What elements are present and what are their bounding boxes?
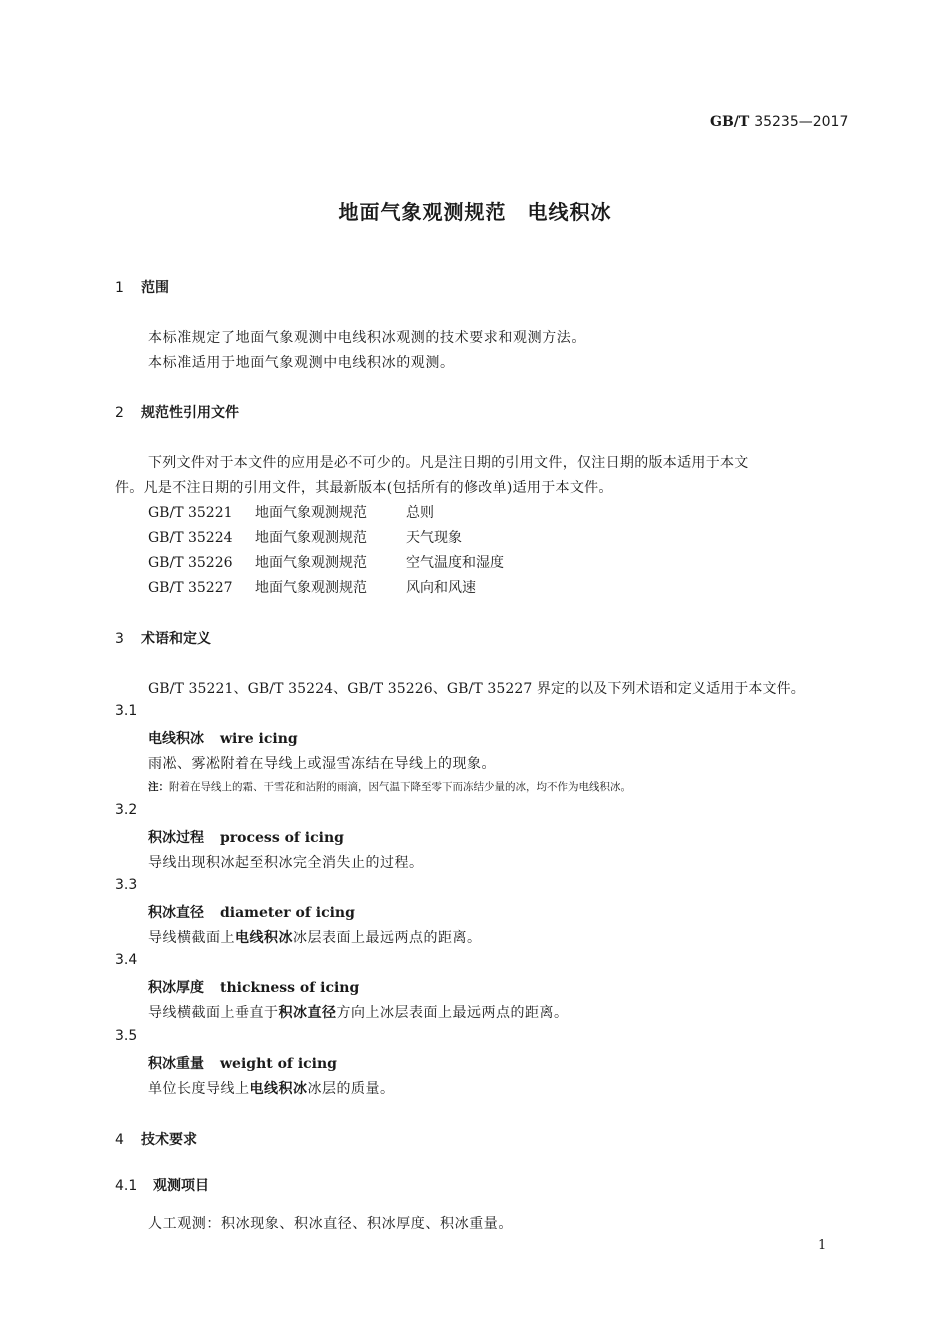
paragraph: GB/T 35221、GB/T 35224、GB/T 35226、GB/T 35227 界定的以及下列术语和定义适用于本文件。 [148,681,805,697]
term-definition [148,1002,569,1022]
def-term-link: 电线积冰 [235,930,293,946]
term-note [148,779,631,794]
def-text: 方向上冰层表面上最远两点的距离。 [336,1005,569,1021]
subsection-title: 观测项目 [153,1178,209,1194]
section-title: 术语和定义 [141,631,211,647]
section-number: 4 [115,1132,124,1148]
standard-code [710,114,848,130]
subsection-4-1-heading [115,1175,209,1195]
subsection-number: 4.1 [115,1178,138,1194]
term-heading [148,977,359,997]
section-3-heading [115,628,211,648]
paragraph: 本标准适用于地面气象观测中电线积冰的观测。 [148,355,455,371]
term-number: 3.5 [115,1028,138,1044]
ref-topic: 总则 [406,505,434,521]
section-number: 2 [115,405,124,421]
ref-code: GB/T 35226 [148,555,233,571]
term-en: process of icing [220,830,344,846]
section-4-heading [115,1129,197,1149]
def-text: 冰层表面上最远两点的距离。 [293,930,482,946]
paragraph: 件。凡是不注日期的引用文件，其最新版本(包括所有的修改单)适用于本文件。 [115,480,613,496]
ref-topic: 天气现象 [406,530,462,546]
term-heading [148,728,298,748]
term-number: 3.1 [115,703,138,719]
term-number: 3.4 [115,952,138,968]
ref-code: GB/T 35224 [148,530,233,546]
def-text: 冰层的质量。 [307,1081,395,1097]
section-title: 范围 [141,280,169,296]
reference-item [148,527,462,547]
standard-prefix: GB/T [710,114,750,130]
reference-item [148,552,504,572]
section-title: 技术要求 [141,1132,197,1148]
term-en: wire icing [220,731,298,747]
ref-series: 地面气象观测规范 [255,555,367,571]
term-zh: 电线积冰 [148,731,204,747]
ref-topic: 空气温度和湿度 [406,555,504,571]
page-number: 1 [818,1238,827,1253]
ref-series: 地面气象观测规范 [255,530,367,546]
term-heading [148,1053,337,1073]
term-zh: 积冰直径 [148,905,204,921]
term-definition: 导线出现积冰起至积冰完全消失止的过程。 [148,855,424,871]
term-en: thickness of icing [220,980,360,996]
paragraph: 人工观测：积冰现象、积冰直径、积冰厚度、积冰重量。 [148,1216,513,1232]
section-1-heading [115,277,169,297]
ref-series: 地面气象观测规范 [255,580,367,596]
ref-series: 地面气象观测规范 [255,505,367,521]
reference-item [148,502,434,522]
ref-topic: 风向和风速 [406,580,476,596]
note-label: 注： [148,781,169,793]
standard-number: 35235—2017 [754,114,849,130]
term-zh: 积冰重量 [148,1056,204,1072]
ref-code: GB/T 35227 [148,580,233,596]
page-title: 地面气象观测规范 电线积冰 [338,200,612,224]
term-zh: 积冰过程 [148,830,204,846]
def-term-link: 电线积冰 [249,1081,308,1097]
term-heading [148,902,355,922]
term-heading [148,827,344,847]
section-number: 3 [115,631,124,647]
section-2-heading [115,402,239,422]
term-definition: 雨凇、雾凇附着在导线上或湿雪冻结在导线上的现象。 [148,756,496,772]
term-number: 3.2 [115,802,138,818]
term-definition [148,927,482,947]
def-text: 单位长度导线上 [148,1081,250,1097]
term-en: diameter of icing [220,905,355,921]
def-text: 导线横截面上 [148,930,235,946]
term-number: 3.3 [115,877,138,893]
term-definition [148,1078,395,1098]
note-text: 附着在导线上的霜、干雪花和沾附的雨滴，因气温下降至零下而冻结少量的冰，均不作为电线积冰。 [169,781,631,793]
ref-code: GB/T 35221 [148,505,233,521]
paragraph: 本标准规定了地面气象观测中电线积冰观测的技术要求和观测方法。 [148,330,586,346]
term-en: weight of icing [220,1056,337,1072]
reference-item [148,577,476,597]
section-number: 1 [115,280,124,296]
def-term-link: 积冰直径 [278,1005,337,1021]
paragraph: 下列文件对于本文件的应用是必不可少的。凡是注日期的引用文件，仅注日期的版本适用于本文 [148,455,749,471]
term-zh: 积冰厚度 [148,980,204,996]
section-title: 规范性引用文件 [141,405,239,421]
def-text: 导线横截面上垂直于 [148,1005,279,1021]
